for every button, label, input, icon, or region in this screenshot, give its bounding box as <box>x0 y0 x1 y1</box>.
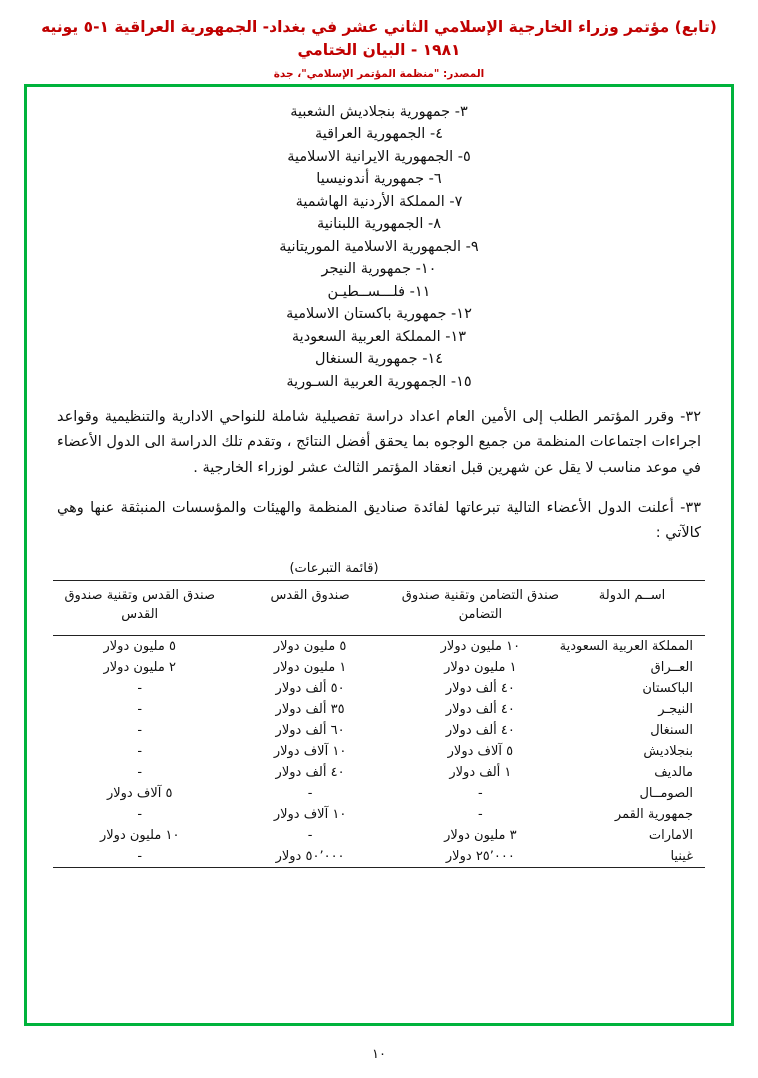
cell-amount-a: ١ مليون دولار <box>444 659 517 675</box>
cell-amount-c: - <box>137 701 143 717</box>
list-item: ٧- المملكة الأردنية الهاشمية <box>295 193 463 210</box>
cell-amount-c: - <box>137 680 143 696</box>
cell-amount-c: - <box>53 846 226 868</box>
country-list <box>53 101 705 393</box>
cell-amount-a: ٤٠ ألف دولار <box>445 701 515 717</box>
cell-amount-c: ١٠ مليون دولار <box>99 827 180 843</box>
cell-amount-b: - <box>307 827 313 843</box>
page-header <box>0 0 758 84</box>
list-item: ١٠- جمهورية النيجر <box>321 261 437 278</box>
list-item: ١٥- الجمهورية العربية السـورية <box>286 373 472 390</box>
table-row <box>53 657 705 678</box>
cell-amount-a: ٥ آلاف دولار <box>447 743 514 759</box>
table-row <box>53 699 705 720</box>
table-row <box>53 804 705 825</box>
cell-country: الباكستان <box>642 680 693 696</box>
cell-amount-a: - <box>478 806 483 822</box>
table-row <box>53 678 705 699</box>
cell-country: العــراق <box>650 659 693 675</box>
cell-amount-c: - <box>137 764 143 780</box>
cell-amount-b: ١٠ آلاف دولار <box>273 806 347 822</box>
cell-amount-c: - <box>137 806 143 822</box>
cell-amount-c: - <box>137 743 143 759</box>
donations-table <box>53 580 705 868</box>
cell-amount-c: ٢ مليون دولار <box>103 659 176 675</box>
list-item: ٨- الجمهورية اللبنانية <box>316 216 442 233</box>
cell-amount-a: ٤٠ ألف دولار <box>445 680 515 696</box>
cell-country: الصومــال <box>639 785 693 801</box>
cell-amount-a: ١٠ مليون دولار <box>440 638 521 654</box>
cell-amount-b: ١ مليون دولار <box>273 659 347 675</box>
column-header-quds-fund-tech: صندق القدس وتقنية صندوق القدس <box>64 587 215 622</box>
list-item: ٣- جمهورية بنجلاديش الشعبية <box>290 104 468 120</box>
page-number: ١٠ <box>372 1047 386 1062</box>
table-caption: (قائمة التبرعات) <box>289 560 379 576</box>
table-row <box>53 762 705 783</box>
table-row <box>53 635 705 657</box>
cell-amount-a: - <box>478 785 483 801</box>
cell-amount-c: ٥ مليون دولار <box>103 638 176 654</box>
column-header-quds-fund: صندوق القدس <box>270 587 350 603</box>
list-item: ٤- الجمهورية العراقية <box>315 126 443 143</box>
cell-country: النيجـر <box>658 701 693 717</box>
cell-amount-a: ١ ألف دولار <box>449 764 512 780</box>
table-row <box>53 825 705 846</box>
table-header-row <box>53 580 705 635</box>
table-header <box>53 580 705 635</box>
cell-amount-b: ٥٠٬٠٠٠ دولار <box>226 846 393 868</box>
source-line: المصدر: "منظمة المؤتمر الإسلامي"، جدة <box>273 67 485 80</box>
table-row <box>53 720 705 741</box>
cell-country: جمهورية القمر <box>614 806 693 822</box>
cell-country: الامارات <box>648 827 693 843</box>
cell-amount-a: ٣ مليون دولار <box>444 827 517 843</box>
cell-country: السنغال <box>650 722 693 738</box>
list-item: ١٣- المملكة العربية السعودية <box>291 328 467 345</box>
column-header-solidarity-fund: صندق التضامن وتقنية صندوق التضامن <box>401 587 560 622</box>
cell-amount-a: ٢٥٬٠٠٠ دولار <box>394 846 567 868</box>
cell-amount-b: ٤٠ ألف دولار <box>275 764 345 780</box>
list-item: ١١- فلـــســطيـن <box>327 283 431 300</box>
cell-amount-b: ٣٥ ألف دولار <box>275 701 345 717</box>
cell-amount-b: ١٠ آلاف دولار <box>273 743 347 759</box>
paragraph-32: ٣٢- وقرر المؤتمر الطلب إلى الأمين العام اعداد دراسة تفصيلية شاملة للنواحي الادارية والتنظيمية وقواعد اجراءات اجتماعات المنظمة من جميع الوجوه بما يحقق أفضل النتائج ، وتقدم تلك الدراسة الى الدول الأعضاء في موعد مناسب لا يقل عن شهرين قبل انعقاد المؤتمر الثالث عشر لوزراء الخارجية . <box>57 409 701 476</box>
cell-amount-b: - <box>307 785 313 801</box>
cell-amount-c: - <box>137 722 143 738</box>
list-item: ٥- الجمهورية الايرانية الاسلامية <box>287 148 471 165</box>
list-item: ٦- جمهورية أندونيسيا <box>316 171 442 188</box>
column-header-country: اســم الدولة <box>598 587 666 603</box>
cell-amount-b: ٥٠ ألف دولار <box>275 680 345 696</box>
list-item: ١٢- جمهورية باكستان الاسلامية <box>286 306 472 323</box>
table-row <box>53 783 705 804</box>
cell-country: بنجلاديش <box>643 743 693 759</box>
cell-country: المملكة العربية السعودية <box>559 638 693 654</box>
cell-amount-b: ٥ مليون دولار <box>273 638 347 654</box>
table-body <box>53 635 705 867</box>
cell-amount-b: ٦٠ ألف دولار <box>275 722 345 738</box>
list-item: ٩- الجمهورية الاسلامية الموريتانية <box>279 238 479 255</box>
table-row <box>53 846 705 868</box>
cell-amount-c: ٥ آلاف دولار <box>106 785 173 801</box>
cell-country: غينيا <box>567 846 705 868</box>
cell-country: مالديف <box>654 764 693 780</box>
cell-amount-a: ٤٠ ألف دولار <box>445 722 515 738</box>
content-body <box>27 87 731 1023</box>
page-title: (تابع) مؤتمر وزراء الخارجية الإسلامي الثاني عشر في بغداد- الجمهورية العراقية ١-٥ يونيه ١٩٨١ - البيان الختامي <box>41 18 717 60</box>
list-item: ١٤- جمهورية السنغال <box>314 351 444 368</box>
paragraph-33: ٣٣- أعلنت الدول الأعضاء التالية تبرعاتها لفائدة صناديق المنظمة والهيئات والمؤسسات المنبثقة عنها وهي كالآتي : <box>57 499 701 542</box>
table-row <box>53 741 705 762</box>
content-frame <box>24 84 734 1026</box>
